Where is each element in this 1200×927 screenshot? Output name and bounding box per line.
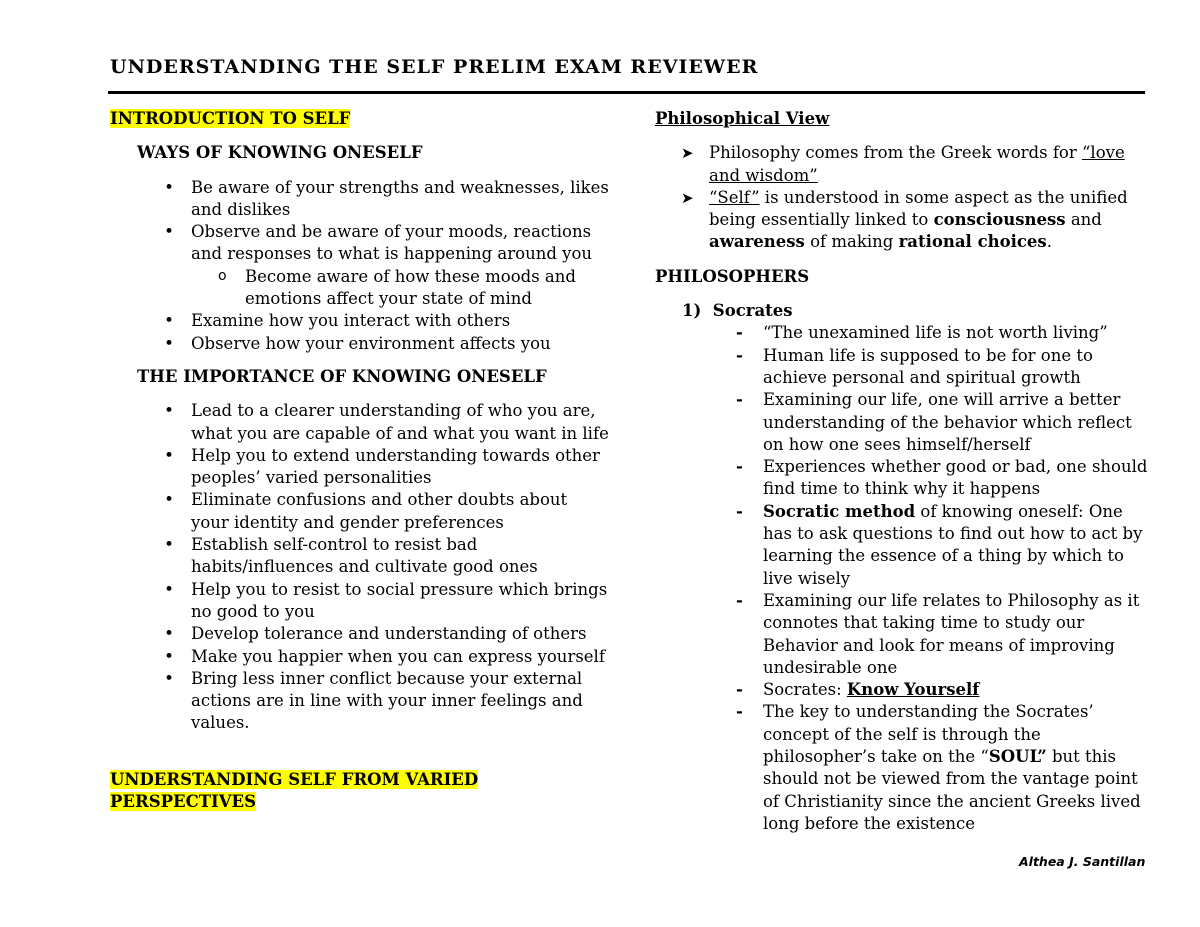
perspectives-heading: UNDERSTANDING SELF FROM VARIED (110, 769, 479, 789)
list-item: - Socratic method of knowing oneself: One has to ask questions to find out how to act by learning the essence of a thing by which to live wisely (655, 501, 1155, 590)
ways-list-continued (110, 310, 610, 355)
intro-heading: INTRODUCTION TO SELF (110, 109, 351, 128)
list-item: • Examine how you interact with others (110, 310, 610, 332)
importance-list (110, 400, 610, 734)
list-item: o Become aware of how these moods and emotions affect your state of mind (110, 266, 610, 311)
list-item: ➤ Philosophy comes from the Greek words for “love and wisdom” (655, 142, 1155, 187)
ways-heading: WAYS OF KNOWING ONESELF (137, 143, 423, 163)
socrates-list (655, 322, 1155, 835)
ways-sub-list (110, 266, 610, 311)
list-item: • Develop tolerance and understanding of others (110, 623, 610, 645)
list-item: • Help you to extend understanding towards other peoples’ varied personalities (110, 445, 610, 490)
ways-list (110, 177, 610, 266)
list-item: • Be aware of your strengths and weaknesses, likes and dislikes (110, 177, 610, 222)
list-item: - “The unexamined life is not worth living” (655, 322, 1155, 344)
socrates-heading: 1) Socrates (682, 301, 793, 321)
list-item: - Human life is supposed to be for one to achieve personal and spiritual growth (655, 345, 1155, 390)
list-item: • Eliminate confusions and other doubts about your identity and gender preferences (110, 489, 610, 534)
list-item: - The key to understanding the Socrates’ concept of the self is through the philosopher’s take on the “SOUL” but this should not be viewed from the vantage point of Christianity since the ancient Greeks lived long before the existence (655, 701, 1155, 835)
list-item: ➤ “Self” is understood in some aspect as the unified being essentially linked to consciousness and awareness of making rational choices. (655, 187, 1155, 254)
philosophical-view-heading: Philosophical View (655, 109, 830, 128)
list-item: • Establish self-control to resist bad habits/influences and cultivate good ones (110, 534, 610, 579)
page-title: UNDERSTANDING THE SELF PRELIM EXAM REVIEWER (110, 56, 759, 78)
philosophy-list (655, 142, 1155, 253)
list-item: - Examining our life relates to Philosophy as it connotes that taking time to study our Behavior and look for means of improving undesirable one (655, 590, 1155, 679)
list-item: - Socrates: Know Yourself (655, 679, 1155, 701)
list-item: • Lead to a clearer understanding of who you are, what you are capable of and what you want in life (110, 400, 610, 445)
perspectives-heading-2: PERSPECTIVES (110, 792, 257, 812)
list-item: • Bring less inner conflict because your external actions are in line with your inner feelings and values. (110, 668, 610, 735)
list-item: • Observe and be aware of your moods, reactions and responses to what is happening around you (110, 221, 610, 266)
importance-heading: THE IMPORTANCE OF KNOWING ONESELF (137, 366, 547, 386)
list-item: • Make you happier when you can express yourself (110, 646, 610, 668)
list-item: • Help you to resist to social pressure which brings no good to you (110, 579, 610, 624)
left-column (110, 108, 610, 813)
list-item: • Observe how your environment affects you (110, 333, 610, 355)
right-column (655, 108, 1155, 835)
list-item: - Examining our life, one will arrive a better understanding of the behavior which reflect on how one sees himself/herself (655, 389, 1155, 456)
list-item: - Experiences whether good or bad, one should find time to think why it happens (655, 456, 1155, 501)
author-signature: Althea J. Santillan (1019, 854, 1146, 869)
title-divider (108, 91, 1145, 94)
philosophers-heading: PHILOSOPHERS (655, 266, 810, 286)
